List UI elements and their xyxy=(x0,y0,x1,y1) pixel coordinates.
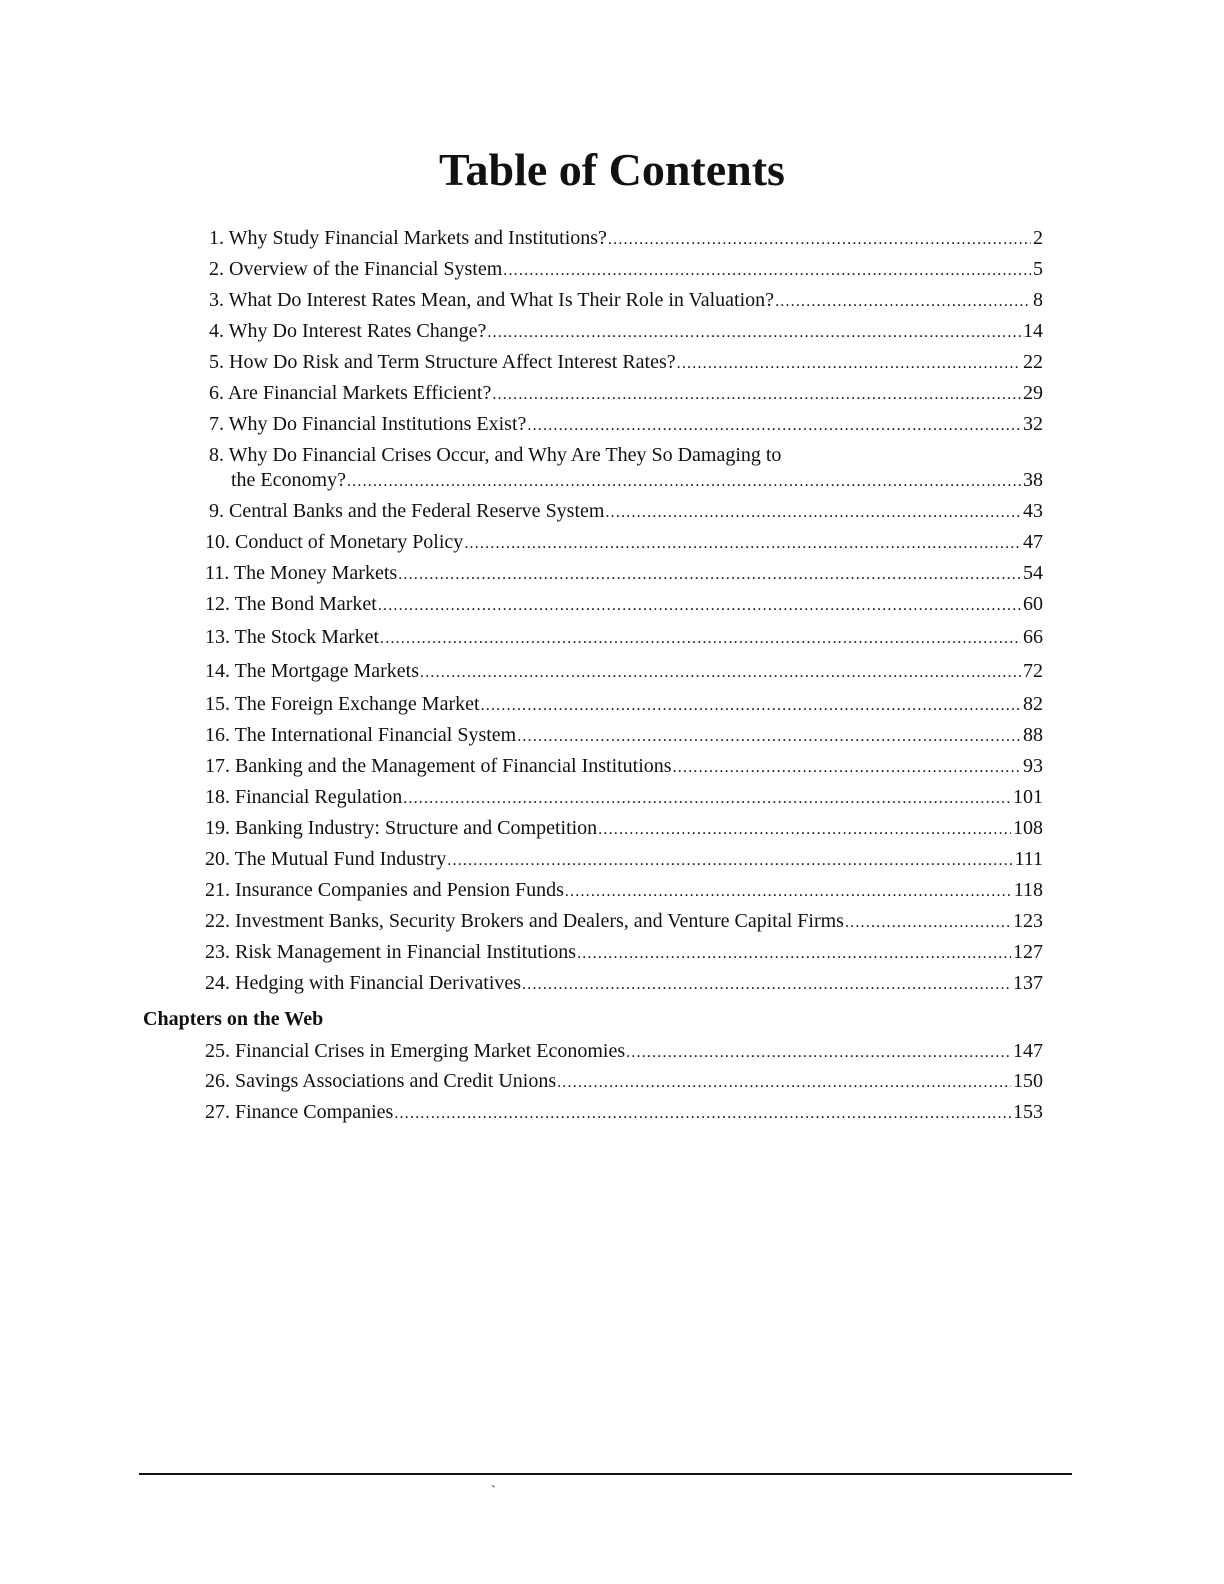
dot-leader xyxy=(775,290,1031,314)
toc-entry-page: 153 xyxy=(1013,1101,1043,1123)
toc-entry-label: 27. Finance Companies xyxy=(205,1101,394,1123)
dot-leader xyxy=(378,594,1021,618)
page-title: Table of Contents xyxy=(439,144,785,195)
toc-entry[interactable] xyxy=(205,847,1043,873)
toc-entry-label: 12. The Bond Market xyxy=(205,593,377,615)
dot-leader xyxy=(492,383,1021,407)
dot-leader xyxy=(577,942,1011,966)
toc-entry-page: 54 xyxy=(1023,562,1043,584)
dot-leader xyxy=(673,756,1021,780)
dot-leader xyxy=(522,973,1011,997)
dot-leader xyxy=(420,661,1021,685)
toc-entry-page: 38 xyxy=(1023,469,1043,491)
toc-entry-label: 24. Hedging with Financial Derivatives xyxy=(205,972,522,994)
toc-entry-label: 15. The Foreign Exchange Market xyxy=(205,693,480,715)
toc-entry-label: 18. Financial Regulation xyxy=(205,786,403,808)
toc-entry[interactable] xyxy=(205,723,1043,749)
toc-entry-page: 108 xyxy=(1013,817,1043,839)
dot-leader xyxy=(487,321,1021,345)
toc-entry[interactable] xyxy=(209,381,1043,407)
dot-leader xyxy=(527,414,1021,438)
toc-entry-page: 14 xyxy=(1023,320,1043,342)
toc-entry[interactable] xyxy=(205,692,1043,718)
toc-entry-label: 9. Central Banks and the Federal Reserve System xyxy=(209,500,605,522)
toc-entry-page: 147 xyxy=(1013,1040,1043,1062)
toc-entry-page: 118 xyxy=(1013,879,1043,901)
toc-entry[interactable] xyxy=(205,530,1043,556)
dot-leader xyxy=(626,1041,1011,1065)
toc-entry-label: 1. Why Study Financial Markets and Institutions? xyxy=(209,227,607,249)
toc-entry-label: 3. What Do Interest Rates Mean, and What Is Their Role in Valuation? xyxy=(209,289,775,311)
dot-leader xyxy=(608,228,1031,252)
toc-entry[interactable] xyxy=(205,659,1043,685)
toc-entry-page: 111 xyxy=(1014,848,1043,870)
toc-entry[interactable] xyxy=(231,468,1043,494)
toc-entry-label: 7. Why Do Financial Institutions Exist? xyxy=(209,413,527,435)
toc-entry-label: 14. The Mortgage Markets xyxy=(205,660,420,682)
dot-leader xyxy=(677,352,1021,376)
toc-entry-label: 21. Insurance Companies and Pension Funds xyxy=(205,879,564,901)
toc-entry-page: 2 xyxy=(1033,227,1043,249)
toc-entry[interactable] xyxy=(209,226,1043,252)
toc-entry[interactable] xyxy=(209,257,1043,283)
toc-entry-label: 5. How Do Risk and Term Structure Affect Interest Rates? xyxy=(209,351,676,373)
toc-entry-label: 25. Financial Crises in Emerging Market Economies xyxy=(205,1040,626,1062)
footer-rule xyxy=(139,1473,1072,1475)
toc-entry[interactable] xyxy=(205,940,1043,966)
toc-entry-page: 72 xyxy=(1023,660,1043,682)
toc-entry[interactable] xyxy=(205,971,1043,997)
toc-entry[interactable] xyxy=(205,1069,1043,1095)
toc-entry[interactable] xyxy=(205,625,1043,651)
web-chapters-heading: Chapters on the Web xyxy=(143,1008,324,1030)
toc-entry[interactable] xyxy=(205,561,1043,587)
dot-leader xyxy=(598,818,1011,842)
toc-entry-page: 123 xyxy=(1013,910,1043,932)
toc-entry-page: 22 xyxy=(1023,351,1043,373)
toc-entry-label: 11. The Money Markets xyxy=(205,562,398,584)
toc-entry-page: 47 xyxy=(1023,531,1043,553)
toc-entry-page: 5 xyxy=(1033,258,1043,280)
toc-entry[interactable] xyxy=(209,350,1043,376)
dot-leader xyxy=(394,1102,1011,1126)
dot-leader xyxy=(517,725,1021,749)
toc-entry-page: 82 xyxy=(1023,693,1043,715)
toc-entry-page: 43 xyxy=(1023,500,1043,522)
toc-entry-label-line2: the Economy? xyxy=(231,469,346,491)
toc-entry-page: 29 xyxy=(1023,382,1043,404)
toc-entry-label: 13. The Stock Market xyxy=(205,626,380,648)
dot-leader xyxy=(565,880,1012,904)
toc-entry-label: 23. Risk Management in Financial Institutions xyxy=(205,941,577,963)
toc-entry-page: 88 xyxy=(1023,724,1043,746)
dot-leader xyxy=(398,563,1021,587)
toc-entry[interactable] xyxy=(205,1100,1043,1126)
toc-entry[interactable] xyxy=(205,816,1043,842)
toc-entry-label: 22. Investment Banks, Security Brokers and Dealers, and Venture Capital Firms xyxy=(205,910,844,932)
toc-entry[interactable] xyxy=(205,785,1043,811)
footer-mark: ` xyxy=(491,1484,496,1499)
dot-leader xyxy=(557,1071,1011,1095)
toc-entry-label: 26. Savings Associations and Credit Unions xyxy=(205,1070,557,1092)
toc-entry-page: 137 xyxy=(1013,972,1043,994)
toc-entry-page: 127 xyxy=(1013,941,1043,963)
toc-entry-label: 16. The International Financial System xyxy=(205,724,517,746)
toc-entry-page: 150 xyxy=(1013,1070,1043,1092)
toc-entry[interactable] xyxy=(209,319,1043,345)
toc-entry-label: 6. Are Financial Markets Efficient? xyxy=(209,382,492,404)
dot-leader xyxy=(845,911,1011,935)
toc-entry-label: 10. Conduct of Monetary Policy xyxy=(205,531,464,553)
toc-entry-label: 19. Banking Industry: Structure and Competition xyxy=(205,817,598,839)
dot-leader xyxy=(464,532,1021,556)
toc-entry-label-line1[interactable]: 8. Why Do Financial Crises Occur, and Why Are They So Damaging to xyxy=(209,444,782,466)
toc-entry-page: 66 xyxy=(1023,626,1043,648)
dot-leader xyxy=(347,470,1021,494)
toc-entry-page: 32 xyxy=(1023,413,1043,435)
toc-entry-label: 4. Why Do Interest Rates Change? xyxy=(209,320,487,342)
toc-entry[interactable] xyxy=(205,878,1043,904)
dot-leader xyxy=(503,259,1031,283)
toc-entry[interactable] xyxy=(209,412,1043,438)
dot-leader xyxy=(380,627,1021,651)
toc-entry-label: 20. The Mutual Fund Industry xyxy=(205,848,447,870)
toc-entry-page: 101 xyxy=(1013,786,1043,808)
toc-entry[interactable] xyxy=(209,499,1043,525)
toc-entry[interactable] xyxy=(205,909,1043,935)
dot-leader xyxy=(447,849,1012,873)
toc-entry-page: 8 xyxy=(1033,289,1043,311)
dot-leader xyxy=(481,694,1021,718)
toc-entry-label: 17. Banking and the Management of Financial Institutions xyxy=(205,755,672,777)
toc-entry-page: 93 xyxy=(1023,755,1043,777)
toc-entry-page: 60 xyxy=(1023,593,1043,615)
toc-entry[interactable] xyxy=(205,1039,1043,1065)
dot-leader xyxy=(605,501,1021,525)
toc-entry[interactable] xyxy=(209,288,1043,314)
toc-entry-label: 2. Overview of the Financial System xyxy=(209,258,503,280)
dot-leader xyxy=(403,787,1011,811)
toc-entry[interactable] xyxy=(205,754,1043,780)
toc-entry[interactable] xyxy=(205,592,1043,618)
